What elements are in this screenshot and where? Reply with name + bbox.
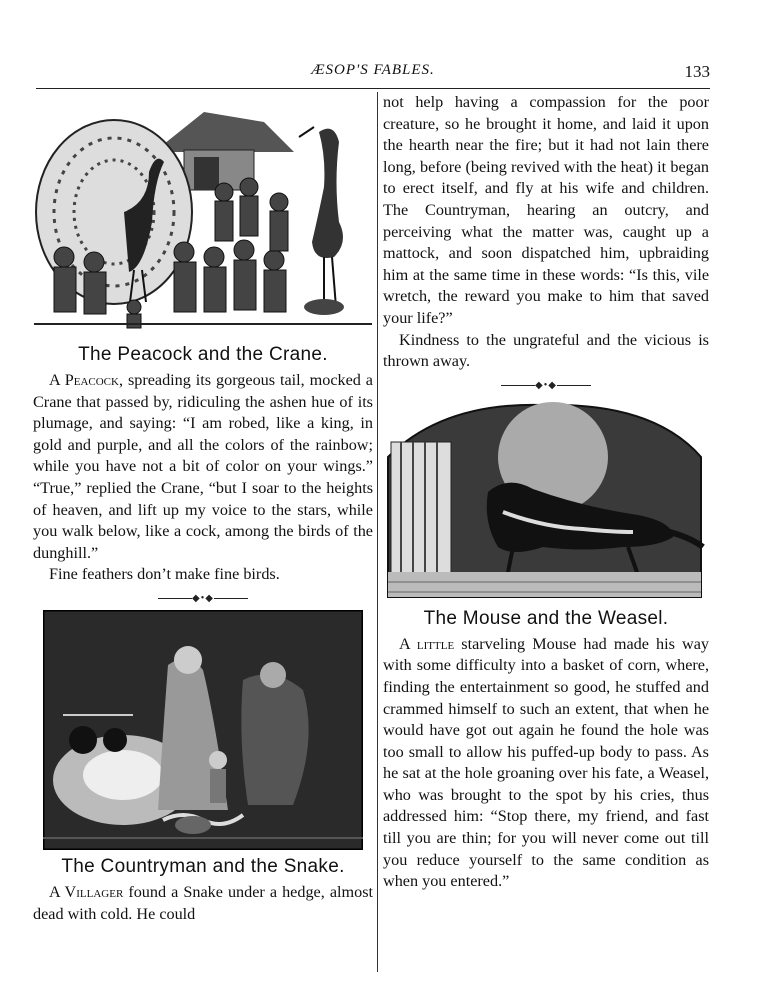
section-ornament-right: ◆•◆ (383, 380, 709, 391)
countryman-snake-illustration (43, 610, 363, 850)
mouse-paragraph (383, 634, 709, 893)
peacock-moral: Fine feathers don’t make fine birds. (49, 565, 280, 584)
page-header (36, 62, 710, 88)
mouse-text: starveling Mouse had made his way with some difficulty into a basket of corn, where, finding the entertainment so good, he stuffed and crammed himself to such an extent, that when he would have got out again he found the hole was too small to allow his puffed-up body to pass. As he sat at the hole groaning over his fate, a Weasel, who was brought to the spot by his cries, thus addressed him: “Stop there, my friend, and fast till you are thin; for you will never come out till you reduce yourself to the same condition as when you entered.” (383, 634, 710, 891)
snake-continued-paragraph: not help having a compassion for the poor creature, so he brought it home, and laid it upon the hearth near the fire; but it had not lain there long, before (being revived with the heat) it began to erect itself, and fly at his wife and children. The Countryman, hearing an outcry, and perceiving what the matter was, caught up a mattock, and soon dispatched him, upbraiding him at the same time in these words: “Is this, vile wretch, the reward you make to him that saved your life?” (383, 93, 709, 327)
running-title: ÆSOP'S FABLES. (311, 62, 435, 78)
snake-text: found a Snake under a hedge, almost dead with cold. He could (33, 882, 373, 923)
column-divider (377, 92, 378, 972)
snake-paragraph (33, 882, 373, 925)
peacock-text: spreading its gorgeous tail, mocked a Crane that passed by, ridiculing the ashen hue of its plumage, and saying: “I am robed, like a king, in gold and purple, and all the colors of the rainbow; while you have not a bit of color on your wings.” “True,” replied the Crane, “but I soar to the heights of heaven, and lift up my voice to the stars, while you walk below, like a cock, among the birds of the dunghill.” (33, 371, 373, 562)
snake-opening-word: A Villager (49, 882, 124, 901)
peacock-crane-illustration (34, 92, 372, 338)
fable-title-mouse: The Mouse and the Weasel. (423, 607, 669, 629)
mouse-opening-word: A little (399, 634, 455, 653)
header-rule (36, 88, 710, 89)
fable-title-snake: The Countryman and the Snake. (61, 855, 345, 877)
section-ornament: ◆•◆ (33, 593, 373, 604)
page-number: 133 (684, 62, 710, 81)
peacock-paragraph (33, 370, 373, 564)
peacock-opening-word: A Peacock, (49, 371, 123, 389)
snake-moral: Kindness to the ungrateful and the vicious is thrown away. (383, 330, 709, 371)
mouse-weasel-illustration (383, 397, 709, 602)
left-column (33, 92, 373, 925)
fable-title-peacock: The Peacock and the Crane. (78, 344, 328, 365)
right-column (383, 92, 709, 893)
